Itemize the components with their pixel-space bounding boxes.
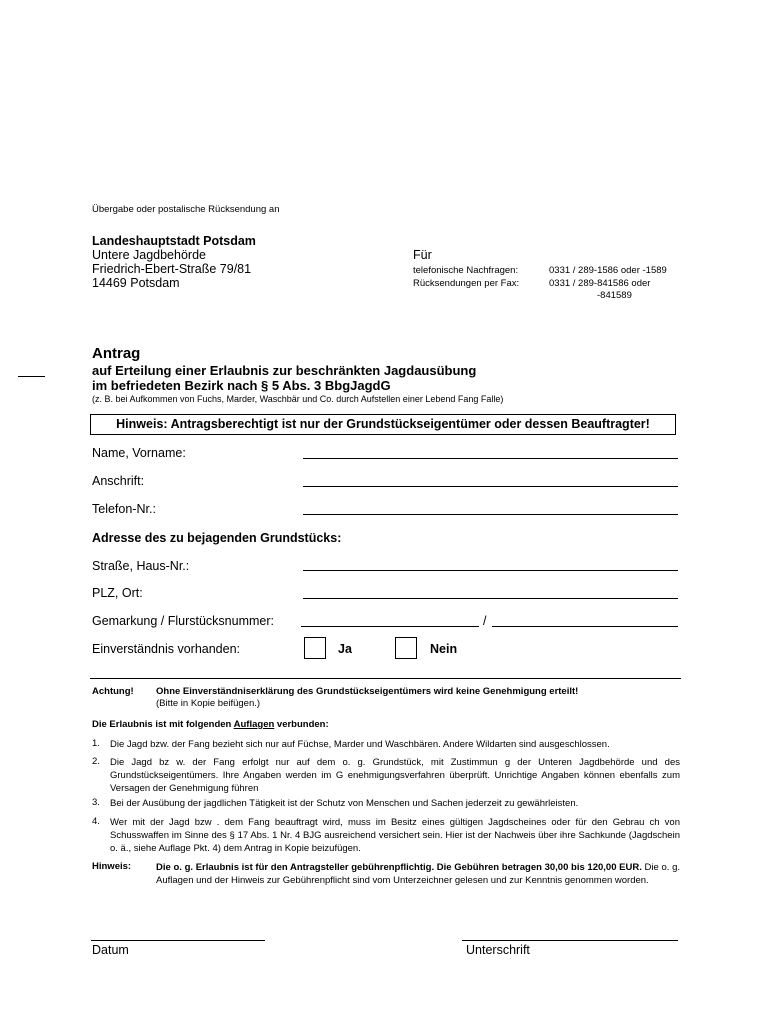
plz-field[interactable] [303,598,678,599]
authority-street: Friedrich-Ebert-Straße 79/81 [92,262,252,276]
form-subtitle-line2: im befriedeten Bezirk nach § 5 Abs. 3 BbgJagdG [92,378,391,393]
name-label: Name, Vorname: [92,446,186,460]
eligibility-notice-box [90,414,676,435]
conditions-intro-post: verbunden: [274,719,329,730]
condition-3-text: Bei der Ausübung der jagdlichen Tätigkeit ist der Schutz von Menschen und Sachen jederzeit zu gewährleisten. [110,798,579,809]
date-label: Datum [92,943,129,957]
warning-sub: (Bitte in Kopie beifügen.) [156,698,261,709]
authority-city: 14469 Potsdam [92,276,180,290]
consent-yes-label: Ja [338,642,352,656]
condition-2-text: Die Jagd bz w. der Fang erfolgt nur auf dem o. g. Grundstück, mit Zustimmun g der Unteren Jagdbehörde und des Grundstückseigentümers. Ihre Angaben werden im G enehmigungsverfahren überprüft. Unrichtige Angaben können ebenfalls zum Versagen der Genehmigung führen [110,757,680,794]
fee-text [156,861,680,887]
warning-text: Ohne Einverständniserklärung des Grundstückseigentümers wird keine Genehmigung erteilt! [156,686,579,697]
fee-text-normal: Die o. g. Auflagen und der Hinweis zur Gebührenpflicht sind vom Unterzeichner gelesen und zur Kenntnis genommen worden. [156,862,680,886]
contact-phone-value: 0331 / 289-1586 oder -1589 [549,265,667,276]
street-field[interactable] [303,570,678,571]
parcel-label: Gemarkung / Flurstücksnummer: [92,614,274,628]
condition-1-number: 1. [92,738,100,749]
warning-label: Achtung! [92,686,134,697]
margin-fold-mark [18,376,45,377]
form-title: Antrag [92,345,141,362]
fee-label: Hinweis: [92,861,132,872]
consent-yes-checkbox[interactable] [304,637,326,659]
parcel-field-number[interactable] [492,626,678,627]
fee-text-bold: Die o. g. Erlaubnis ist für den Antragsteller gebührenpflichtig. Die Gebühren betragen 30,00 bis 120,00 EUR. [156,862,642,873]
condition-3-number: 3. [92,797,100,808]
condition-4-number: 4. [92,816,100,827]
plz-label: PLZ, Ort: [92,586,143,600]
signature-field[interactable] [462,940,678,941]
form-subtitle-line1: auf Erteilung einer Erlaubnis zur beschränkten Jagdausübung [92,363,477,378]
contact-fax-value-1: 0331 / 289-841586 oder [549,278,651,289]
form-example-note: (z. B. bei Aufkommen von Fuchs, Marder, Waschbär und Co. durch Aufstellen einer Lebend Fang Falle) [92,394,504,404]
parcel-separator: / [483,614,487,628]
conditions-intro [92,719,329,730]
address-field[interactable] [303,486,678,487]
conditions-intro-underlined: Auflagen [233,719,275,730]
consent-label: Einverständnis vorhanden: [92,642,241,656]
authority-name: Landeshauptstadt Potsdam [92,234,256,248]
eligibility-notice-text: Hinweis: Antragsberechtigt ist nur der Grundstückseigentümer oder dessen Beauftragter! [116,417,650,431]
contact-fax-label: Rücksendungen per Fax: [413,278,520,289]
send-to-label: Übergabe oder postalische Rücksendung an [92,204,280,215]
condition-1-text: Die Jagd bzw. der Fang bezieht sich nur auf Füchse, Marder und Waschbären. Andere Wildarten sind ausgeschlossen. [110,739,610,750]
section-divider [90,678,681,679]
authority-dept: Untere Jagdbehörde [92,248,206,262]
signature-label: Unterschrift [466,943,530,957]
condition-2-number: 2. [92,756,100,767]
phone-field[interactable] [303,514,678,515]
contact-fax-value-2: -841589 [597,290,632,301]
consent-no-checkbox[interactable] [395,637,417,659]
contact-fuer: Für [413,248,432,262]
phone-label: Telefon-Nr.: [92,502,156,516]
parcel-field-gemarkung[interactable] [301,626,479,627]
street-label: Straße, Haus-Nr.: [92,559,190,573]
conditions-intro-pre: Die Erlaubnis ist mit folgenden [92,719,234,730]
property-heading: Adresse des zu bejagenden Grundstücks: [92,531,342,545]
date-field[interactable] [91,940,265,941]
condition-4-text: Wer mit der Jagd bzw . dem Fang beauftragt wird, muss im Besitz eines gültigen Jagdscheines oder für den Gebrau ch von Schusswaffen im Sinne des § 17 Abs. 1 Nr. 4 BJG ausreichend versichert sein. Hier ist der Nachweis über ihre Sachkunde (Jagdschein o. ä., siehe Auflage Pkt. 4) dem Antrag in Kopie beizufügen. [110,817,680,854]
consent-no-label: Nein [430,642,458,656]
address-label: Anschrift: [92,474,145,488]
name-field[interactable] [303,458,678,459]
contact-phone-label: telefonische Nachfragen: [413,265,519,276]
